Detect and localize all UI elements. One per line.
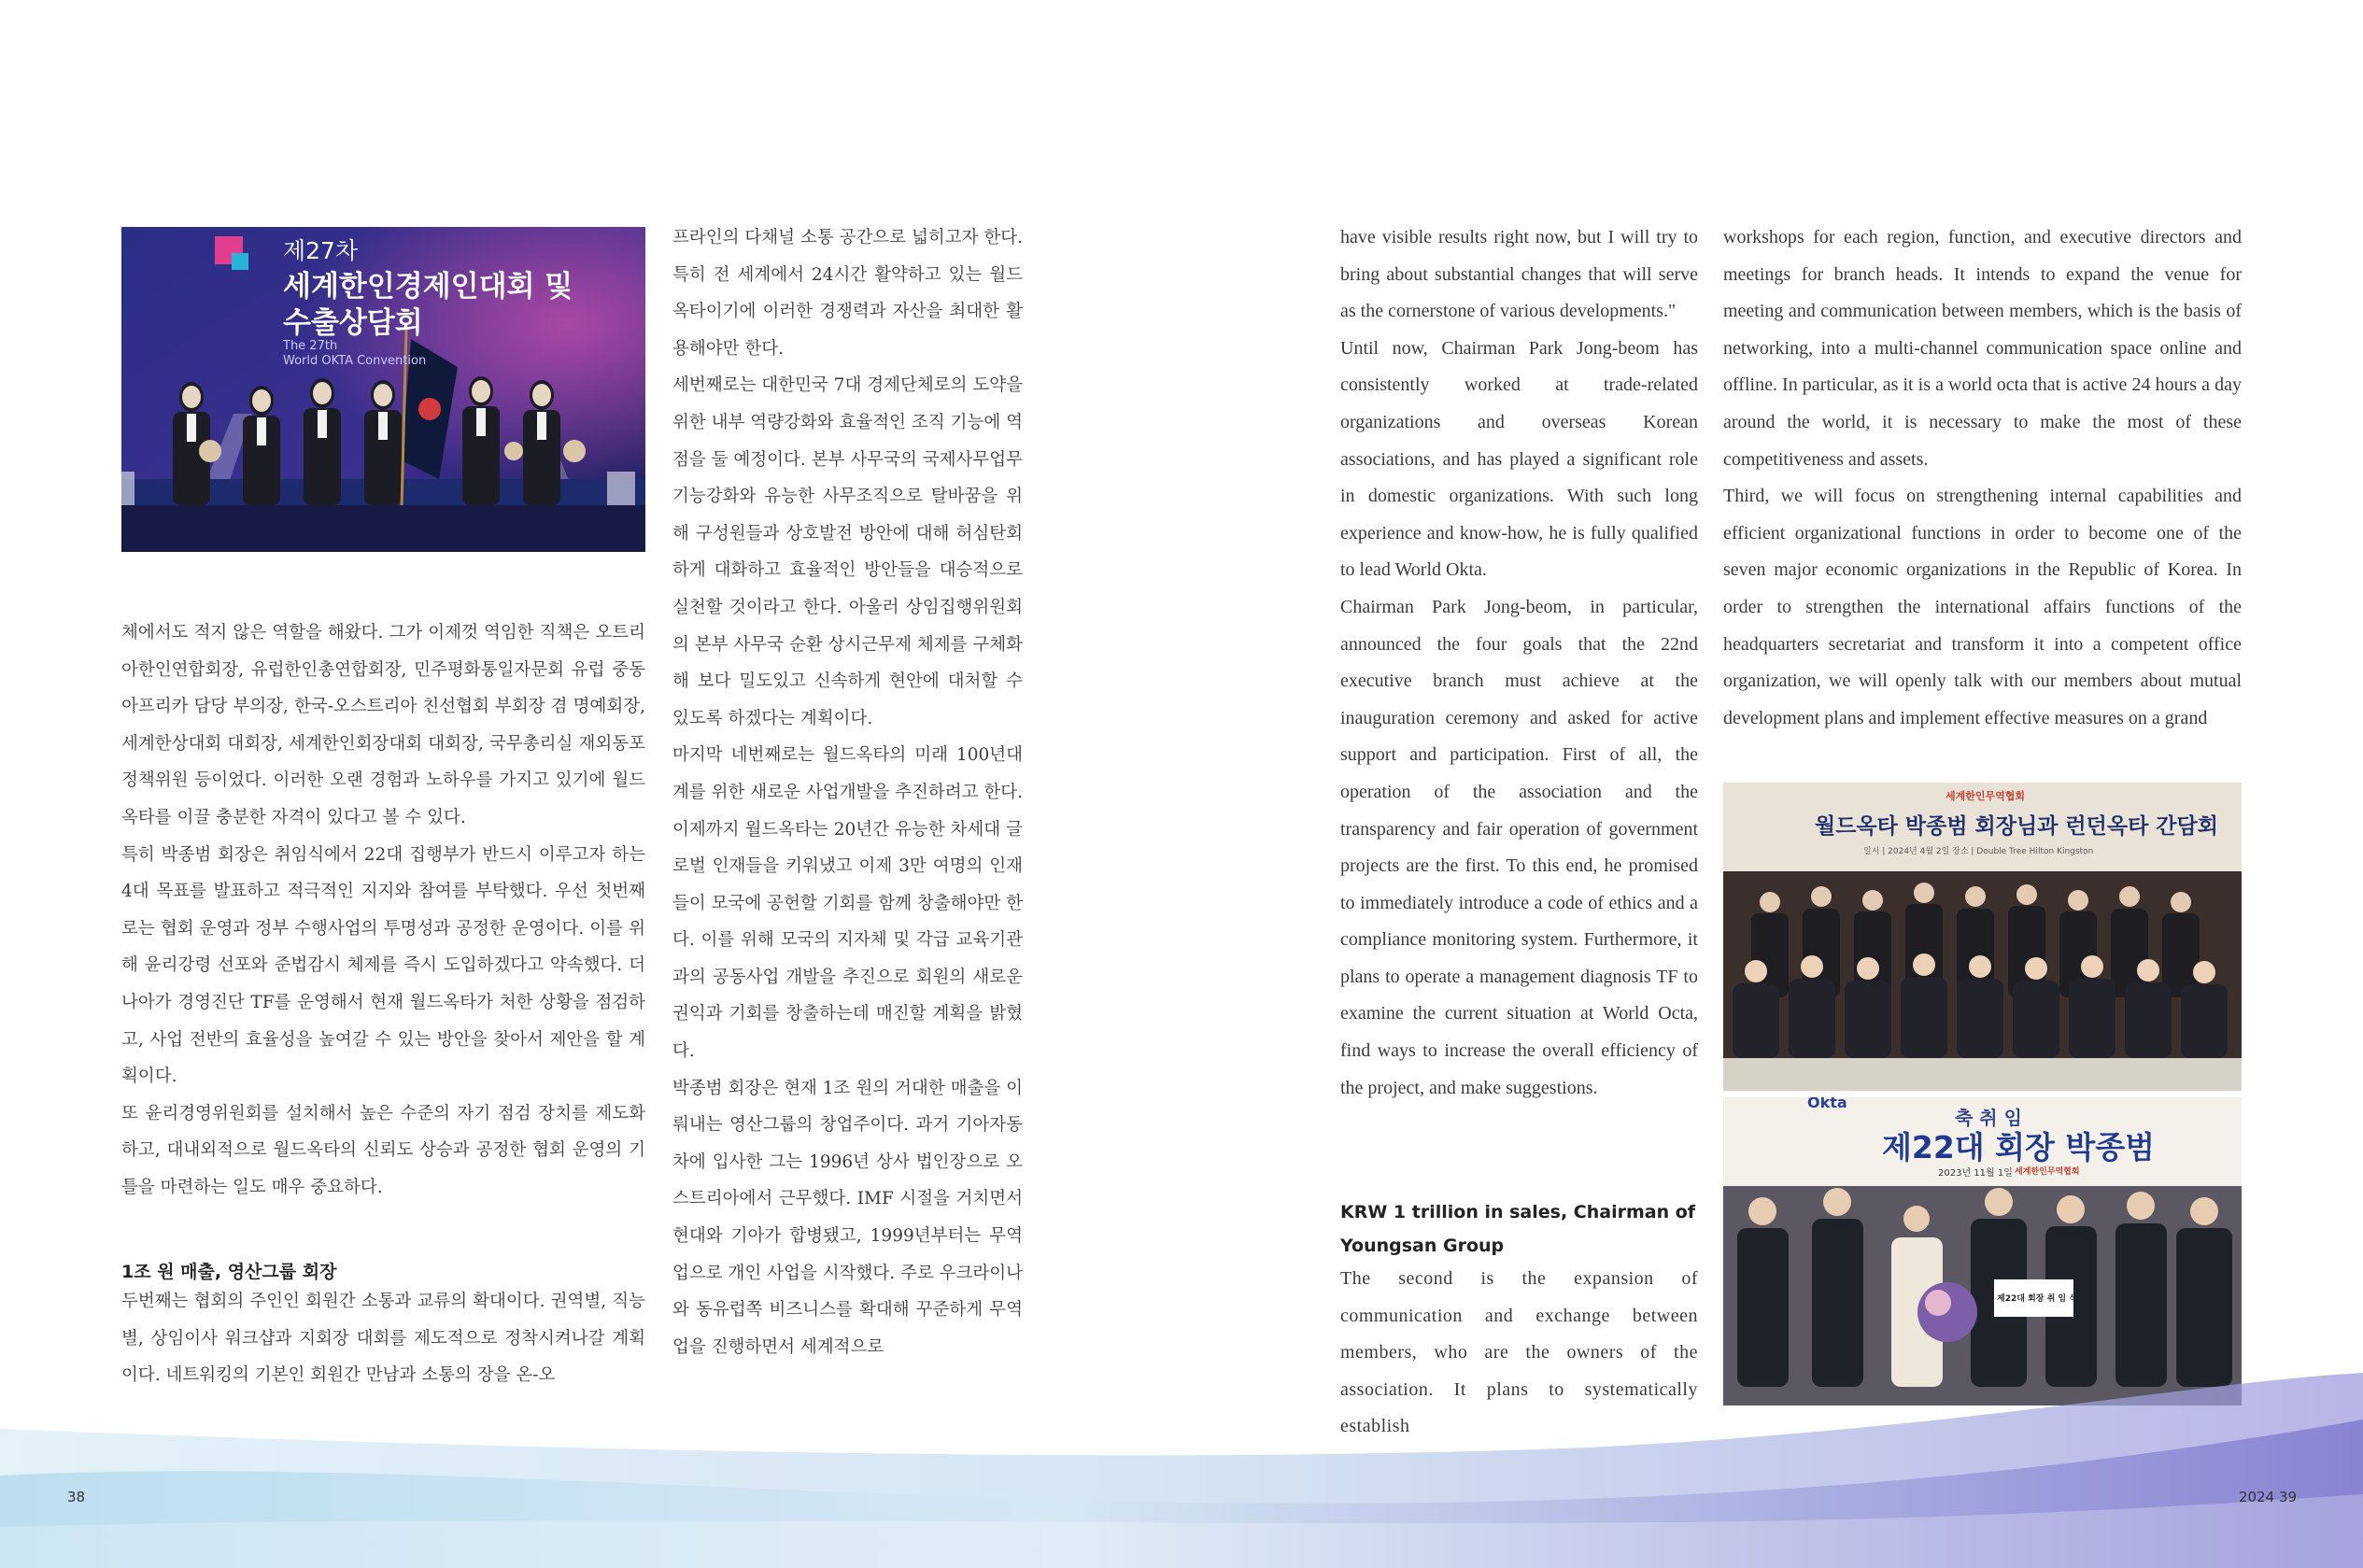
banner-title-line2: 수출상담회	[283, 306, 423, 340]
ceremony-banner-line2: 제22대 회장 박종범	[1882, 1129, 2156, 1165]
left-col2-text: 프라인의 다채널 소통 공간으로 넓히고자 한다. 특히 전 세계에서 24시간 활약하고 있는 월드옥타이기에 이러한 경쟁력과 자산을 최대한 활용해야만 한다. 세번째로는 대한민국 7대 경제단체로의 도약을 위한 내부 역량강화와 효율적인 조직 기능에 역점을 둘 예정이다. 본부 사무국의 국제사무업무 기능강화와 유능한 사무조직으로 탈바꿈을 위해 구성원들과 상호발전 방안에 대해 허심탄회하게 대화하고 효율적인 방안들을 대승적으로 실천할 것이라고 한다. 아울러 상임집행위원회의 본부 사무국 순환 상시근무제 체제를 구체화 해 보다 밀도있고 신속하게 현안에 대처할 수 있도록 하겠다는 계획이다. 마지막 네번째로는 월드옥타의 미래 100년대계를 위한 새로운 사업개발을 추진하려고 한다. 이제까지 월드옥타는 20년간 유능한 차세대 글로벌 인재들을 키워냈고 이제 3만 여명의 인재들이 모국에 공헌할 기회를 함께 창출해야만 한다. 이를 위해 모국의 지자체 및 각급 교육기관과의 공동사업 개발을 추진으로 회원의 새로운 권익과 기회를 창출하는데 매진할 계획을 밝혔다. 박종범 회장은 현재 1조 원의 거대한 매출을 이뤄내는 영산그룹의 창업주이다. 과거 기아자동차에 입사한 그는 1996년 상사 법인장으로 오스트리아에서 근무했다. IMF 시절을 거치면서 현대와 기아가 합병됐고, 1999년부터는 무역업으로 개인 사업을 시작했다. 주로 우크라이나와 동유럽쪽 비즈니스를 확대해 꾸준하게 무역업을 진행하면서 세계적으로	[672, 228, 1023, 1357]
banner-english-1: The 27th	[283, 339, 338, 353]
right-col3-bottom-text: The second is the expansion of communication and exchange between members, who are the owners of the association. It plans to systematically establish	[1340, 1268, 1698, 1437]
convention-stage-photo	[121, 227, 645, 552]
london-okta-meeting-photo	[1723, 783, 2242, 1091]
banner-english-2: World OKTA Convention	[283, 354, 427, 368]
left-col1-bottom-text: 두번째는 협회의 주인인 회원간 소통과 교류의 확대이다. 권역별, 직능별, 상임이사 워크샵과 지회장 대회를 제도적으로 정착시켜나갈 계획이다. 네트워킹의 기본인 회원간 만남과 소통의 장을 온-오	[121, 1292, 645, 1386]
banner-title-line1: 세계한인경제인대회 및	[283, 270, 573, 304]
page-number-right: 2024 39	[2239, 1489, 2298, 1505]
footer-wave-graphic	[0, 1363, 2363, 1568]
inauguration-ceremony-photo	[1723, 1097, 2242, 1406]
left-col1-top-text: 체에서도 적지 않은 역할을 해왔다. 그가 이제껏 역임한 직책은 오트리아한인연합회장, 유럽한인총연합회장, 민주평화통일자문회 유럽 중동 아프리카 담당 부의장, 한국-오스트리아 친선협회 부회장 겸 명예회장, 세계한상대회 대회장, 세계한인회장대회 대회장, 국무총리실 재외동포정책위원 등이었다. 이러한 오랜 경험과 노하우를 가지고 있기에 월드옥타를 이끌 충분한 자격이 있다고 볼 수 있다. 특히 박종범 회장은 취임식에서 22대 집행부가 반드시 이루고자 하는 4대 목표를 발표하고 적극적인 지지와 참여를 부탁했다. 우선 첫번째로는 협회 운영과 정부 수행사업의 투명성과 공정한 운영이다. 이를 위해 윤리강령 선포와 준법감시 체제를 즉시 도입하겠다고 약속했다. 더 나아가 경영진단 TF를 운영해서 현재 월드옥타가 처한 상황을 점검하고, 사업 전반의 효율성을 높여갈 수 있는 방안을 찾아서 제안을 할 계획이다. 또 윤리경영위원회를 설치해서 높은 수준의 자기 점검 장치를 제도화하고, 대내외적으로 월드옥타의 신뢰도 상승과 공정한 협회 운영의 기틀을 마련하는 일도 매우 중요하다.	[121, 623, 645, 1197]
right-col4-text: workshops for each region, function, and executive directors and meetings for branch heads. It intends to expand the venue for meeting and communication between members, which is the basis of networking, into a multi-channel communication space online and offline. In particular, as it is a world octa that is active 24 hours a day around the world, it is necessary to make the most of these competitiveness and assets. Third, we will focus on strengthening internal capabilities and efficient organizational functions in order to become one of the seven major economic organizations in the Republic of Korea. In order to strengthen the international affairs functions of the headquarters secretariat and transform it into a competent office organization, we will openly talk with our members about mutual development plans and implement effective measures on a grand	[1723, 227, 2242, 728]
meeting-banner-sub: 일시 | 2024년 4월 2일 장소 | Double Tree Hilton Kingston	[1863, 847, 2094, 856]
meeting-banner-logo: 세계한인무역협회	[1946, 790, 2026, 802]
page-number-left: 38	[67, 1489, 86, 1505]
ceremony-banner-line3: 2023년 11월 1일	[1938, 1168, 2013, 1179]
meeting-banner-title: 월드옥타 박종범 회장님과 런던옥타 간담회	[1815, 814, 2218, 839]
ceremony-banner-line1: 축 취 임	[1955, 1107, 2022, 1129]
banner-edition: 제27차	[283, 237, 359, 264]
ceremony-placard: 제22대 회장 취 임 식	[1997, 1294, 2077, 1304]
ceremony-okta-label: Okta	[1807, 1097, 1847, 1111]
ceremony-banner-logo: 세계한인무역협회	[2015, 1167, 2080, 1177]
right-col3-top-text: have visible results right now, but I will try to bring about substantial changes that will serve as the cornerstone of various developments." Until now, Chairman Park Jong-beom has consistently worked at trade-related organizations and overseas Korean associations, and has played a significant role in domestic organizations. With such long experience and know-how, he is fully qualified to lead World Okta. Chairman Park Jong-beom, in particular, announced the four goals that the 22nd executive branch must achieve at the inauguration ceremony and asked for active support and participation. First of all, the operation of the association and the transparency and fair operation of government projects are the first. To this end, he promised to immediately introduce a code of ethics and a compliance monitoring system. Furthermore, it plans to operate a management diagnosis TF to examine the current situation at World Octa, find ways to increase the overall efficiency of the project, and make suggestions.	[1340, 227, 1698, 1098]
left-section-heading: 1조 원 매출, 영산그룹 회장	[121, 1262, 337, 1282]
right-section-heading: KRW 1 trillion in sales, Chairman of Youngsan Group	[1340, 1202, 1696, 1256]
